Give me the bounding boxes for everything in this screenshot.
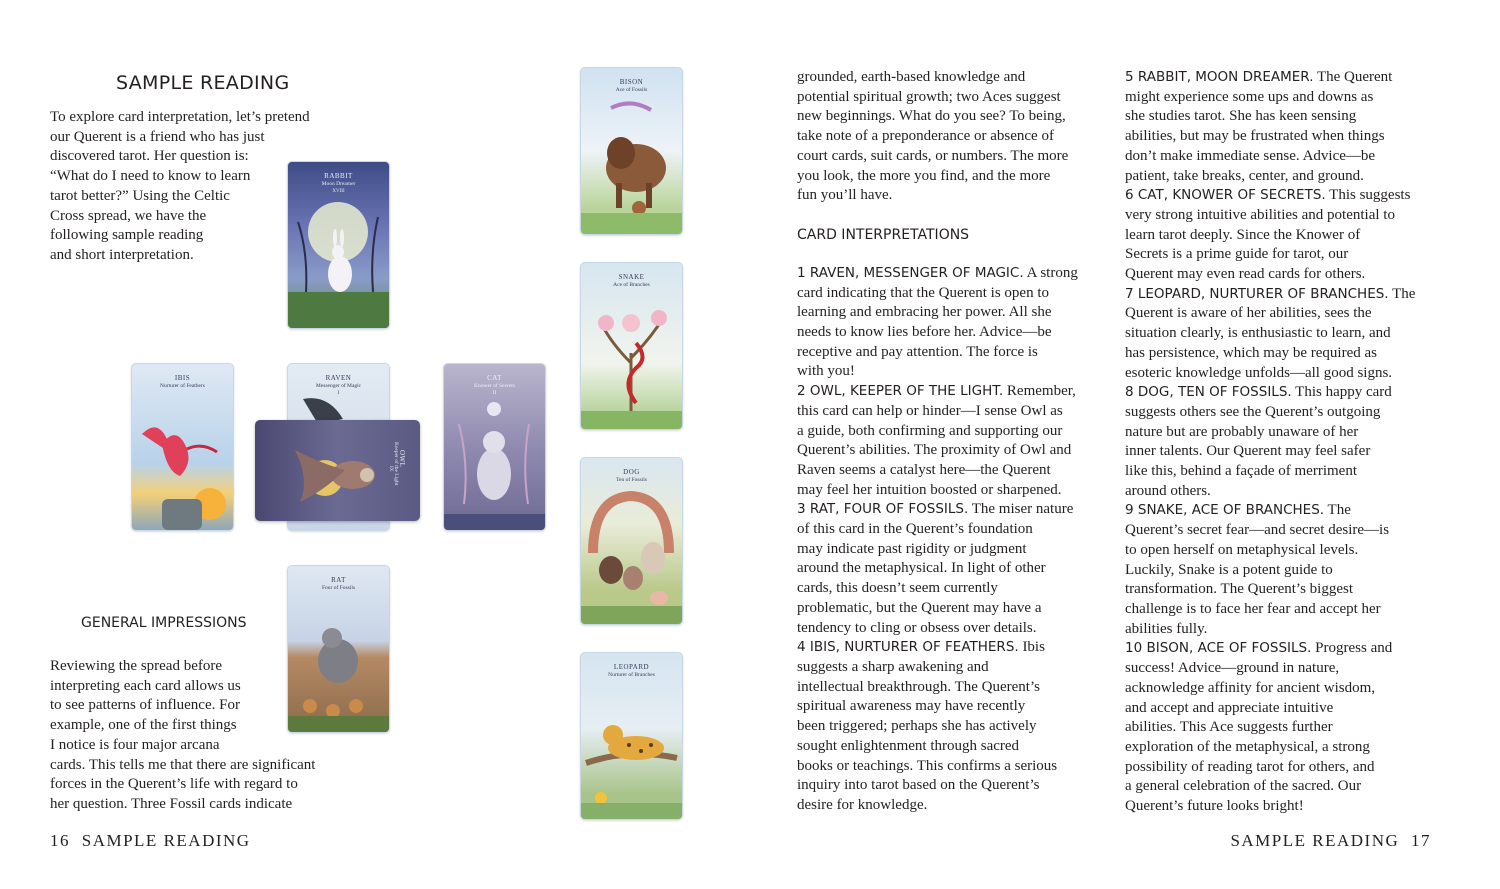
page-heading: SAMPLE READING (116, 72, 290, 94)
entry-heading: 2 OWL, KEEPER OF THE LIGHT. (797, 383, 1004, 400)
card-rabbit (287, 161, 390, 329)
interpretation-entry (797, 264, 1115, 382)
interpretation-entry (1125, 639, 1445, 816)
card-rat (287, 565, 390, 733)
card-rat-subtitle: Four of Fossils (321, 585, 355, 591)
impressions-paragraph: Reviewing the spread before interpreting each card allows us to see patterns of influence. For example, one of the first things I notice is four major arcana cards. This tells me that there are significant forces in the Querent’s life with regard to her question. Three Fossil cards indicate (50, 658, 316, 812)
card-cat-subtitle: Knower of Secrets (474, 383, 515, 389)
interpretation-entry (1125, 501, 1445, 639)
entry-text: Progress and success! Advice—ground in nature, acknowledge affinity for ancient wisdom, and accept and appreciate intuitive abilities. This Ace suggests further exploration of the metaphysical, a strong possibility of reading tarot for others, and a general celebration of the sacred. Our Querent’s future looks bright! (1125, 640, 1393, 815)
interpretation-entry (797, 500, 1115, 638)
card-dog-subtitle: Ten of Fossils (616, 477, 647, 483)
card-snake (580, 262, 683, 430)
card-owl-title: OWL (398, 450, 406, 468)
interpretations-col2 (1125, 68, 1445, 817)
entry-text: The miser nature of this card in the Querent’s foundation may indicate past rigidity or judgment around the metaphysical. In light of other cards, this doesn’t seem currently problematic, but the Querent may have a tendency to cling or obsess over details. (797, 501, 1074, 636)
entry-text: A strong card indicating that the Querent is open to learning and embracing her power. All she needs to know lies before her. Advice—be receptive and pay attention. The force is with you! (797, 264, 1078, 380)
card-dog-title: DOG (623, 468, 640, 476)
card-raven-subtitle: Messenger of Magic (315, 383, 362, 389)
intro-paragraph: To explore card interpretation, let’s pretend our Querent is a friend who has just discovered tarot. Her question is: “What do I need to know to learn tarot better?” Using the Celtic Cross spread, we have the following sample reading and short interpretation. (50, 109, 310, 263)
card-owl (255, 420, 420, 521)
interpretation-entry (797, 638, 1115, 815)
left-folio (50, 831, 251, 851)
card-rabbit-number: XVIII (332, 189, 345, 194)
card-owl-subtitle: Keeper of the Light (393, 442, 399, 486)
card-raven-number: I (337, 391, 340, 396)
entry-text: Remember, this card can help or hinder—I sense Owl as a guide, both confirming and supporting our Querent’s abilities. The proximity of Owl and Raven seems a catalyst here—the Querent may feel her intuition boosted or sharpened. (797, 383, 1076, 498)
entry-heading: 5 RABBIT, MOON DREAMER. (1125, 69, 1314, 85)
interpretation-entry (1125, 285, 1445, 384)
entry-heading: 8 DOG, TEN OF FOSSILS. (1125, 384, 1292, 401)
impressions-continued: grounded, earth-based knowledge and potential spiritual growth; two Aces suggest new beginnings. What do you see? To being, take note of a preponderance or absence of court cards, suit cards, or numbers. The more you look, the more you find, and the more fun you’ll have. (797, 69, 1069, 204)
entry-heading: 9 SNAKE, ACE OF BRANCHES. (1125, 502, 1325, 519)
entry-heading: 1 RAVEN, MESSENGER OF MAGIC. (797, 264, 1024, 281)
entry-text: This suggests very strong intuitive abilities and potential to learn tarot deeply. Since the Knower of Secrets is a prime guide for tarot, our Querent may even read cards for others. (1125, 187, 1411, 283)
card-cat-title: CAT (487, 374, 502, 382)
entry-text: The Querent’s secret fear—and secret desire—is to open herself on metaphysical levels. Luckily, Snake is a potent guide to transformation. The Querent’s biggest challenge is to face her fear and accept her abilities fully. (1125, 502, 1390, 637)
card-leopard-subtitle: Nurturer of Branches (608, 672, 655, 678)
entry-heading: 7 LEOPARD, NURTURER OF BRANCHES. (1125, 285, 1389, 302)
interpretations-col1 (797, 264, 1115, 816)
right-page-number: 17 (1411, 831, 1431, 850)
card-rat-title: RAT (331, 576, 346, 584)
right-column-1 (797, 68, 1115, 816)
entry-text: The Querent might experience some ups and downs as she studies tarot. She has keen sensing abilities, but may be frustrated when things don’t make immediate sense. Advice—be patient, take breaks, center, and ground. (1125, 69, 1393, 184)
entry-heading: 4 IBIS, NURTURER OF FEATHERS. (797, 639, 1019, 656)
card-leopard-title: LEOPARD (613, 663, 650, 671)
card-cat-number: II (492, 391, 497, 396)
right-running-head: SAMPLE READING (1230, 831, 1400, 850)
card-bison-subtitle: Ace of Fossils (615, 87, 648, 93)
left-running-head: SAMPLE READING (81, 831, 251, 850)
general-impressions-heading: GENERAL IMPRESSIONS (81, 615, 247, 631)
entry-heading: 3 RAT, FOUR OF FOSSILS. (797, 501, 969, 518)
card-snake-subtitle: Ace of Branches (613, 282, 650, 288)
card-raven-title: RAVEN (325, 374, 352, 382)
card-rabbit-subtitle: Moon Dreamer (321, 181, 356, 187)
interpretation-entry (797, 382, 1115, 500)
card-cat (443, 363, 546, 531)
entry-heading: 10 BISON, ACE OF FOSSILS. (1125, 640, 1312, 657)
card-leopard (580, 652, 683, 820)
card-ibis-subtitle: Nurturer of Feathers (160, 383, 205, 389)
entry-heading: 6 CAT, KNOWER OF SECRETS. (1125, 187, 1326, 204)
right-folio (1230, 831, 1431, 851)
card-dog (580, 457, 683, 625)
interpretation-entry (1125, 186, 1445, 285)
card-bison (580, 67, 683, 235)
interpretation-entry (1125, 383, 1445, 501)
card-interpretations-heading: CARD INTERPRETATIONS (797, 226, 970, 243)
right-column-2 (1125, 68, 1445, 817)
left-page-number: 16 (50, 831, 70, 850)
card-ibis (131, 363, 234, 531)
entry-text: This happy card suggests others see the Querent’s outgoing nature but are probably unaware of her inner talents. Our Querent may feel safer like this, behind a façade of merriment around others. (1125, 384, 1392, 499)
card-rabbit-title: RABBIT (324, 172, 353, 180)
card-snake-title: SNAKE (618, 273, 645, 281)
interpretation-entry (1125, 68, 1445, 186)
card-ibis-title: IBIS (174, 374, 191, 382)
card-owl-number: IX (388, 466, 393, 472)
entry-text: Ibis suggests a sharp awakening and intellectual breakthrough. The Querent’s spiritual awareness may have recently been triggered; perhaps she has actively sought enlightenment through sacred books or teachings. This confirms a serious inquiry into tarot based on the Querent’s desire for knowledge. (797, 639, 1058, 813)
card-bison-title: BISON (619, 78, 644, 86)
entry-text: The Querent is aware of her abilities, sees the situation clearly, is enthusiastic to learn, and has persistence, which may be required as esoteric knowledge unfolds—all good signs. (1125, 285, 1416, 381)
